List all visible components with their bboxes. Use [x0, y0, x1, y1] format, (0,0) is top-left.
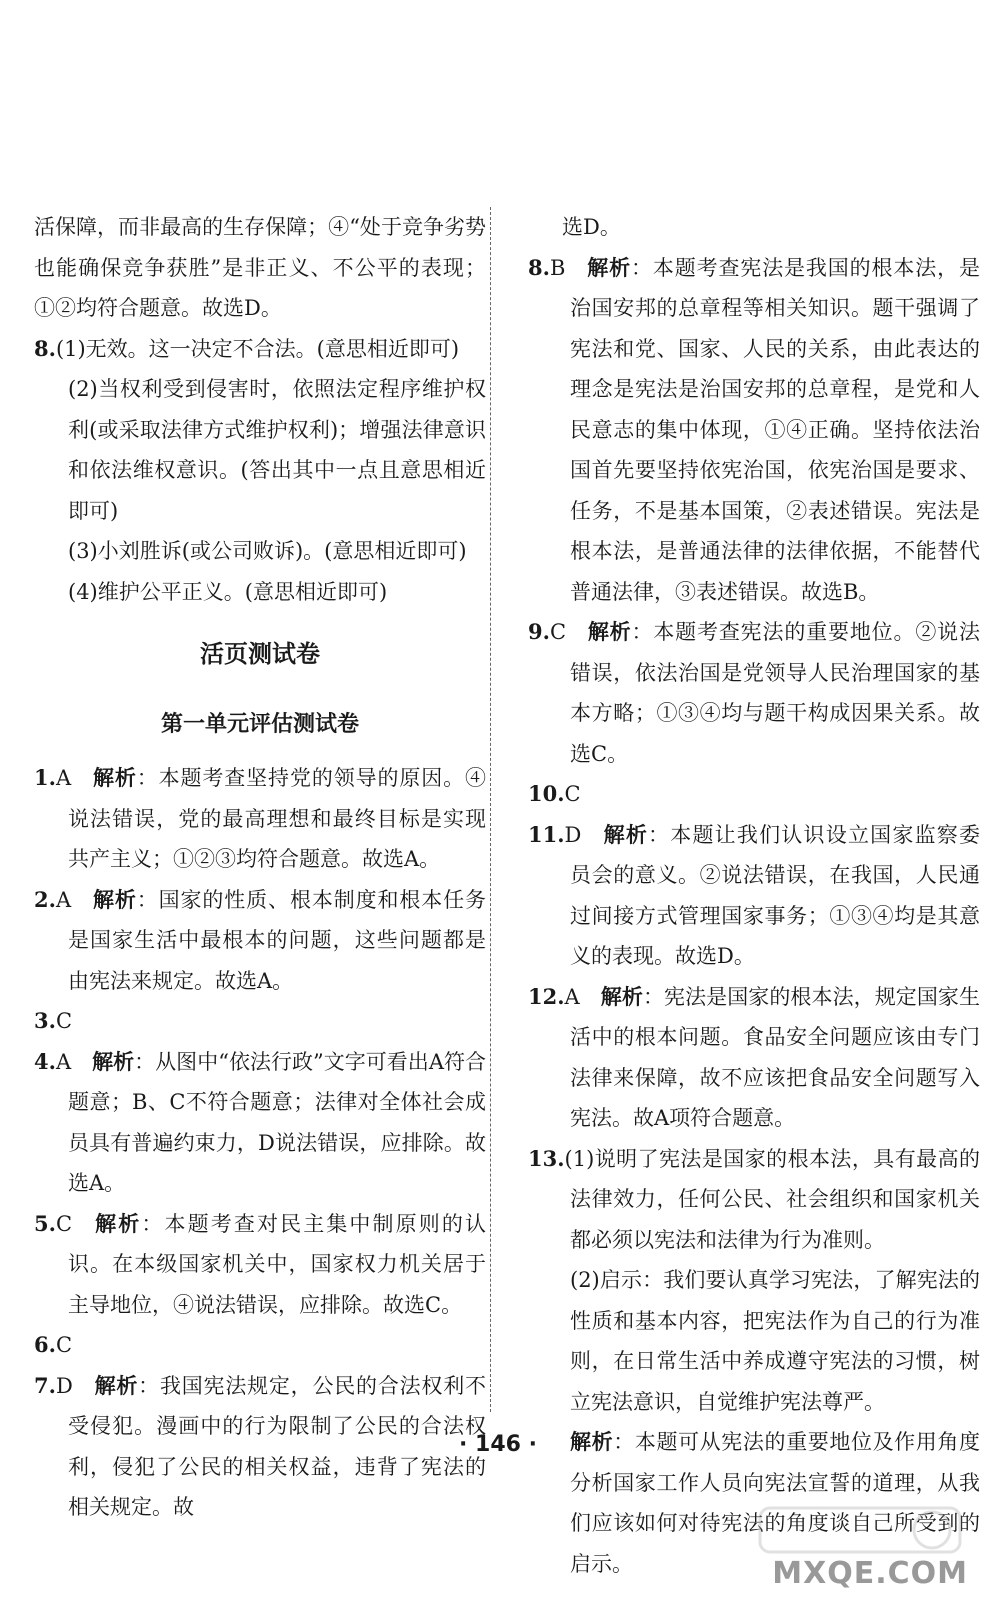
item-number: 12. — [528, 983, 565, 1009]
analysis-text: ：从图中“依法行政”文字可看出A符合题意；B、C不符合题意；法律对全体社会成员具有普遍约束力，D说法错误，应排除。故选A。 — [68, 1049, 487, 1195]
answer-item — [528, 815, 980, 977]
item-answer: C — [55, 1333, 73, 1357]
answer-item — [34, 1042, 486, 1204]
analysis-label: 解析 — [92, 765, 137, 790]
item-number: 7. — [34, 1372, 56, 1398]
section-title: 活页测试卷 — [200, 639, 320, 668]
answer-item — [528, 774, 980, 815]
item-number: 9. — [528, 619, 550, 644]
analysis-label: 解析 — [586, 254, 631, 280]
column-divider — [490, 207, 491, 1412]
q13-part2: (2)启示：我们要认真学习宪法，了解宪法的性质和基本内容，把宪法作为自己的行为准则，在日常生活中养成遵守宪法的习惯，树立宪法意识，自觉维护宪法尊严。 — [570, 1268, 980, 1414]
analysis-label: 解析 — [93, 1372, 139, 1398]
item-number: 6. — [34, 1332, 56, 1357]
item-answer: D — [55, 1373, 73, 1398]
continued-text: 选D。 — [562, 215, 621, 239]
item-number: 4. — [34, 1048, 56, 1074]
answer-item — [34, 758, 486, 880]
right-answer-list — [528, 248, 980, 1139]
analysis-text: ：宪法是国家的根本法，规定国家生活中的根本问题。食品安全问题应该由专门法律来保障，故不应该把食品安全问题写入宪法。故A项符合题意。 — [570, 984, 981, 1130]
item-answer: A — [55, 1049, 72, 1074]
item-answer: A — [55, 766, 72, 790]
item-number: 1. — [34, 765, 56, 790]
analysis-label: 解析 — [602, 821, 649, 847]
intro-paragraph: 活保障，而非最高的生存保障；④“处于竞争劣势也能确保竞争获胜”是非正义、不公平的表现；①②均符合题意。故选D。 — [34, 215, 486, 320]
answer-item — [528, 248, 980, 613]
page-number: · 146 · — [459, 1432, 537, 1457]
analysis-label: 解析 — [570, 1429, 614, 1454]
item-number: 8. — [528, 254, 550, 280]
item-number: 3. — [34, 1008, 56, 1033]
answer-item — [34, 1325, 486, 1366]
analysis-text: ：本题考查坚持党的领导的原因。④说法错误，党的最高理想和最终目标是实现共产主义；①②③均符合题意。故选A。 — [68, 766, 487, 871]
answer-item-8-left — [34, 329, 486, 613]
answer-item — [528, 977, 980, 1139]
analysis-text: ：本题考查对民主集中制原则的认识。在本级国家机关中，国家权力机关居于主导地位，④说法错误，应排除。故选C。 — [68, 1211, 487, 1317]
left-column — [34, 207, 486, 1528]
left-answer-list — [34, 758, 486, 1528]
watermark-text: MXQE.COM — [772, 1556, 968, 1591]
analysis-text: ：本题考查宪法的重要地位。②说法错误，依法治国是党领导人民治理国家的基本方略；①③④均与题干构成因果关系。故选C。 — [570, 620, 981, 766]
q13-analysis: ：本题可从宪法的重要地位及作用角度分析国家工作人员向宪法宣誓的道理，从我们应该如何对待宪法的角度谈自己所受到的启示。 — [570, 1430, 981, 1576]
answer-item — [34, 1204, 486, 1326]
answer-item — [528, 612, 980, 774]
item-number: 8. — [34, 335, 56, 361]
answer-item — [34, 880, 486, 1002]
analysis-label: 解析 — [92, 1048, 135, 1074]
analysis-label: 解析 — [600, 983, 643, 1009]
q13-part1: (1)说明了宪法是国家的根本法，具有最高的法律效力，任何公民、社会组织和国家机关都必须以宪法和法律为行为准则。 — [564, 1146, 980, 1252]
item-answer: C — [564, 782, 581, 806]
item-answer: C — [55, 1211, 73, 1236]
analysis-label: 解析 — [92, 886, 137, 912]
item-answer: C — [549, 620, 567, 644]
item-answer: A — [55, 887, 72, 912]
answer-item — [34, 1001, 486, 1042]
q8-part2: (2)当权利受到侵害时，依照法定程序维护权利(或采取法律方式维护权利)；增强法律意识和依法维权意识。(答出其中一点且意思相近即可) — [68, 377, 486, 523]
item-number: 11. — [528, 821, 565, 847]
q8-part4: (4)维护公平正义。(意思相近即可) — [68, 579, 388, 604]
item-number: 2. — [34, 886, 56, 912]
item-number: 10. — [528, 781, 565, 806]
analysis-label: 解析 — [587, 619, 632, 644]
item-number: 13. — [528, 1145, 565, 1171]
analysis-text: ：本题考查宪法是我国的根本法，是治国安邦的总章程等相关知识。题干强调了宪法和党、国家、人民的关系，由此表达的理念是宪法是治国安邦的总章程，是党和人民意志的集中体现，①④正确。坚持依法治国首先要坚持依宪治国，依宪治国是要求、任务，不是基本国策，②表述错误。宪法是根本法，是普通法律的法律依据，不能替代普通法律，③表述错误。故选B。 — [570, 255, 981, 604]
q8-part1: (1)无效。这一决定不合法。(意思相近即可) — [55, 336, 460, 361]
unit-title: 第一单元评估测试卷 — [160, 711, 359, 737]
analysis-text: ：我国宪法规定，公民的合法权利不受侵犯。漫画中的行为限制了公民的合法权利，侵犯了公民的相关权益，违背了宪法的相关规定。故 — [68, 1373, 487, 1519]
item-answer: A — [564, 984, 580, 1009]
item-answer: C — [55, 1009, 73, 1033]
item-answer: D — [564, 822, 582, 847]
item-answer: B — [549, 255, 566, 280]
right-column — [528, 207, 980, 1584]
q8-part3: (3)小刘胜诉(或公司败诉)。(意思相近即可) — [68, 539, 467, 563]
analysis-label: 解析 — [93, 1210, 142, 1236]
item-number: 5. — [34, 1210, 56, 1236]
analysis-text: ：国家的性质、根本制度和根本任务是国家生活中最根本的问题，这些问题都是由宪法来规定。故选A。 — [68, 887, 487, 993]
analysis-text: ：本题让我们认识设立国家监察委员会的意义。②说法错误，在我国，人民通过间接方式管理国家事务；①③④均是其意义的表现。故选D。 — [570, 822, 981, 968]
